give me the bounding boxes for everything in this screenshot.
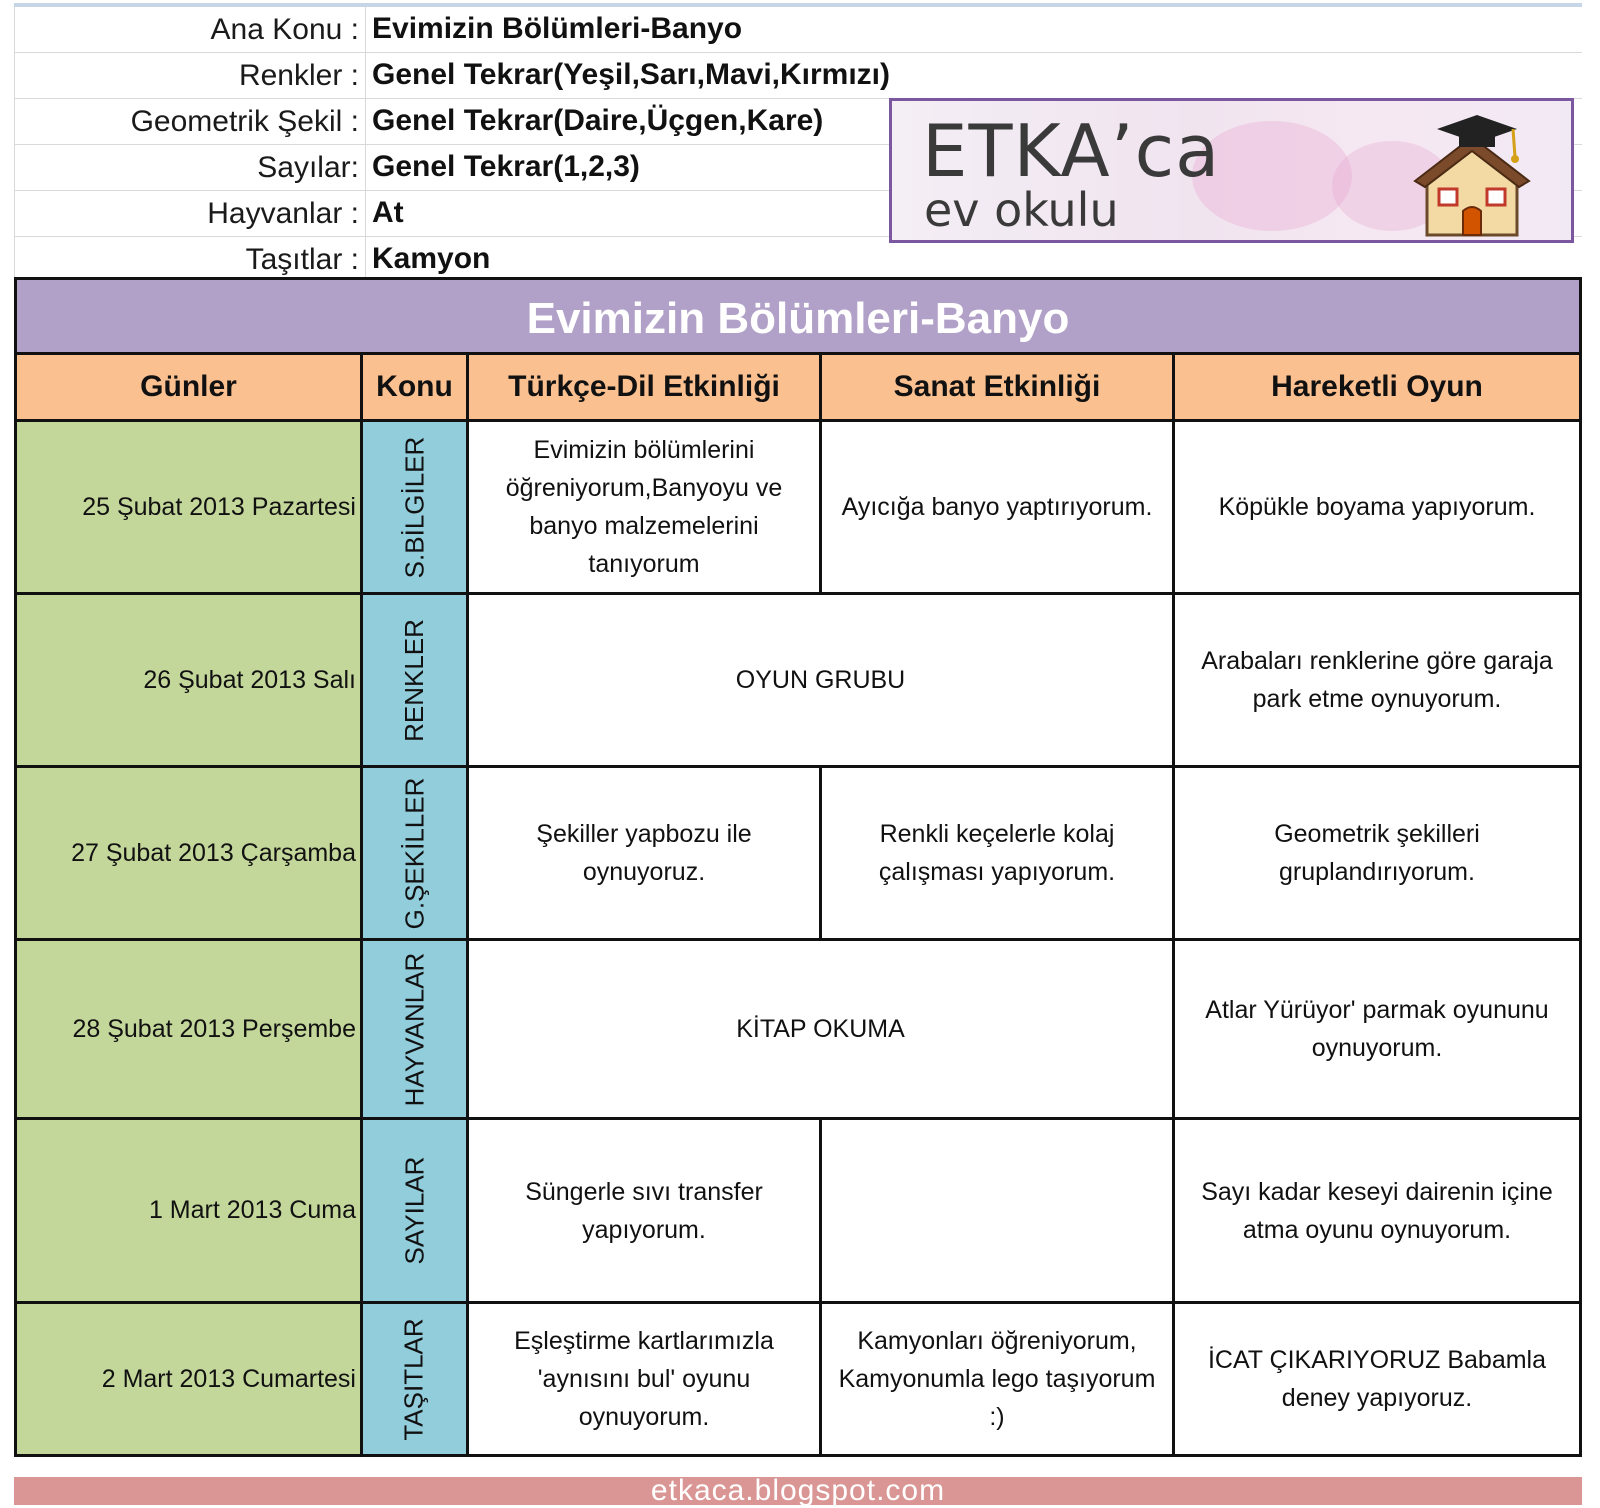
topic-label: RENKLER (399, 618, 430, 742)
table-row-merged-activity: KİTAP OKUMA (466, 938, 1175, 1120)
table-row-topic (360, 419, 469, 595)
table-row-oyun: İCAT ÇIKARIYORUZ Babamla deney yapıyoruz. (1172, 1301, 1582, 1457)
table-title: Evimizin Bölümleri-Banyo (14, 277, 1582, 357)
info-row-ana-konu (14, 7, 1582, 53)
house-graduation-cap-icon (1397, 107, 1547, 239)
info-value: Evimizin Bölümleri-Banyo (372, 12, 743, 45)
info-value: At (372, 196, 404, 229)
table-row-oyun: Geometrik şekilleri gruplandırıyorum. (1172, 765, 1582, 941)
table-row-turkce: Eşleştirme kartlarımızla 'aynısını bul' oyunu oynuyorum. (466, 1301, 822, 1457)
info-label: Taşıtlar : (14, 237, 366, 282)
info-label: Sayılar: (14, 145, 366, 190)
table-row-day: 1 Mart 2013 Cuma (14, 1117, 363, 1304)
table-row-day: 28 Şubat 2013 Perşembe (14, 938, 363, 1120)
info-label: Renkler : (14, 53, 366, 98)
info-value: Genel Tekrar(Daire,Üçgen,Kare) (372, 104, 824, 137)
column-header-turkce: Türkçe-Dil Etkinliği (466, 352, 822, 422)
info-row-renkler (14, 53, 1582, 99)
topic-label: S.BİLGİLER (399, 436, 429, 578)
topic-label: HAYVANLAR (399, 952, 430, 1106)
logo-subtitle: ev okulu (924, 183, 1119, 237)
info-label: Ana Konu : (14, 7, 366, 52)
table-row-turkce: Şekiller yapbozu ile oynuyoruz. (466, 765, 822, 941)
table-row-merged-activity: OYUN GRUBU (466, 592, 1175, 768)
table-row-topic (360, 1301, 469, 1457)
table-row-oyun: Sayı kadar keseyi dairenin içine atma oyunu oynuyorum. (1172, 1117, 1582, 1304)
table-row-day: 26 Şubat 2013 Salı (14, 592, 363, 768)
info-label: Hayvanlar : (14, 191, 366, 236)
table-row-oyun: Köpükle boyama yapıyorum. (1172, 419, 1582, 595)
table-row-oyun: Atlar Yürüyor' parmak oyununu oynuyorum. (1172, 938, 1582, 1120)
table-row-topic (360, 938, 469, 1120)
column-header-sanat: Sanat Etkinliği (819, 352, 1175, 422)
table-row-sanat: Renkli keçelerle kolaj çalışması yapıyorum. (819, 765, 1175, 941)
table-row-topic (360, 765, 469, 941)
info-value: Kamyon (372, 242, 491, 275)
etkaca-logo (889, 98, 1574, 243)
table-row-sanat: Kamyonları öğreniyorum, Kamyonumla lego taşıyorum :) (819, 1301, 1175, 1457)
topic-label: SAYILAR (399, 1156, 429, 1265)
table-row-day: 27 Şubat 2013 Çarşamba (14, 765, 363, 941)
topic-label: G.ŞEKİLLER (399, 777, 430, 929)
info-value: Genel Tekrar(Yeşil,Sarı,Mavi,Kırmızı) (372, 58, 890, 91)
column-header-oyun: Hareketli Oyun (1172, 352, 1582, 422)
topic-label: TAŞITLAR (399, 1317, 430, 1441)
table-row-day: 2 Mart 2013 Cumartesi (14, 1301, 363, 1457)
logo-title: ETKA’ca (922, 109, 1221, 193)
table-row-oyun: Arabaları renklerine göre garaja park etme oynuyorum. (1172, 592, 1582, 768)
table-row-turkce: Evimizin bölümlerini öğreniyorum,Banyoyu ve banyo malzemelerini tanıyorum (466, 419, 822, 595)
table-row-turkce: Süngerle sıvı transfer yapıyorum. (466, 1117, 822, 1304)
table-row-topic (360, 1117, 469, 1304)
info-label: Geometrik Şekil : (14, 99, 366, 144)
table-row-topic (360, 592, 469, 768)
table-row-sanat: Ayıcığa banyo yaptırıyorum. (819, 419, 1175, 595)
info-value: Genel Tekrar(1,2,3) (372, 150, 640, 183)
column-header-gunler: Günler (14, 352, 363, 422)
column-header-konu: Konu (360, 352, 469, 422)
table-row-sanat (819, 1117, 1175, 1304)
table-row-day: 25 Şubat 2013 Pazartesi (14, 419, 363, 595)
blog-url-footer[interactable]: etkaca.blogspot.com (14, 1477, 1582, 1505)
